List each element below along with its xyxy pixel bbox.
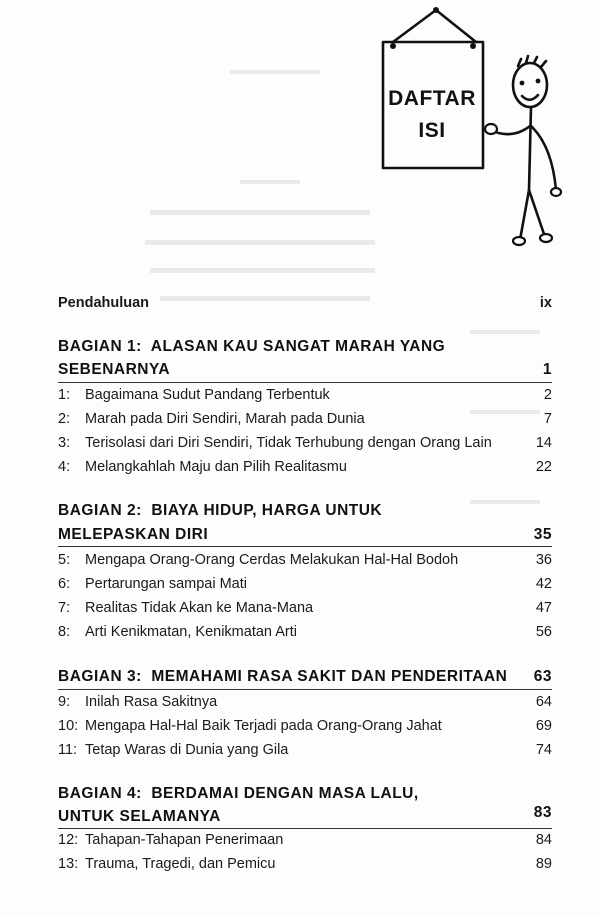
chapter-number: 9: — [58, 694, 71, 710]
chapter-number: 4: — [58, 459, 71, 475]
divider — [58, 828, 552, 829]
chapter-title: Inilah Rasa Sakitnya — [85, 694, 218, 710]
divider — [58, 546, 552, 547]
chapter-title: Trauma, Tragedi, dan Pemicu — [85, 856, 276, 872]
chapter-page: 47 — [535, 600, 552, 616]
chapter-number: 7: — [58, 600, 71, 616]
part-2-title-line-1: BIAYA HIDUP, HARGA UNTUK — [151, 502, 383, 519]
chapter-page: 2 — [543, 387, 552, 403]
chapter-page: 14 — [535, 435, 552, 451]
chapter-number: 13: — [58, 856, 79, 872]
chapter-number: 3: — [58, 435, 71, 451]
part-1-page: 1 — [542, 361, 552, 378]
chapter-number: 12: — [58, 832, 79, 848]
chapter-title: Marah pada Diri Sendiri, Marah pada Dunia — [85, 411, 365, 427]
chapter-title: Pertarungan sampai Mati — [85, 576, 247, 592]
divider — [58, 689, 552, 690]
chapter-title: Bagaimana Sudut Pandang Terbentuk — [85, 387, 330, 403]
chapter-title: Arti Kenikmatan, Kenikmatan Arti — [85, 624, 297, 640]
chapter-number: 6: — [58, 576, 71, 592]
chapter-row[interactable] — [58, 387, 552, 409]
intro-title: Pendahuluan — [58, 295, 150, 311]
chapter-title: Tahapan-Tahapan Penerimaan — [85, 832, 284, 848]
intro-row[interactable] — [58, 295, 552, 317]
chapter-page: 89 — [535, 856, 552, 872]
chapter-number: 10: — [58, 718, 79, 734]
part-2-page: 35 — [533, 526, 552, 543]
chapter-row[interactable] — [58, 718, 552, 740]
chapter-row[interactable] — [58, 694, 552, 716]
chapter-number: 11: — [58, 742, 78, 758]
chapter-page: 64 — [535, 694, 552, 710]
chapter-number: 2: — [58, 411, 71, 427]
part-4-title-line-1: BERDAMAI DENGAN MASA LALU, — [151, 785, 419, 802]
chapter-page: 36 — [535, 552, 552, 568]
chapter-page: 42 — [535, 576, 552, 592]
chapter-row[interactable] — [58, 552, 552, 574]
chapter-row[interactable] — [58, 576, 552, 598]
chapter-page: 84 — [535, 832, 552, 848]
chapter-title: Realitas Tidak Akan ke Mana-Mana — [85, 600, 314, 616]
chapter-row[interactable] — [58, 742, 552, 764]
chapter-row[interactable] — [58, 856, 552, 878]
part-2-number: BAGIAN 2: — [58, 502, 142, 519]
chapter-title: Tetap Waras di Dunia yang Gila — [85, 742, 289, 758]
chapter-page: 74 — [535, 742, 552, 758]
part-4-page: 83 — [533, 804, 552, 821]
part-3-title-line-1: MEMAHAMI RASA SAKIT DAN PENDERITAAN — [151, 668, 508, 685]
chapter-number: 5: — [58, 552, 71, 568]
chapter-title: Terisolasi dari Diri Sendiri, Tidak Terhubung dengan Orang Lain — [85, 435, 492, 451]
chapter-page: 7 — [543, 411, 552, 427]
part-4-number: BAGIAN 4: — [58, 785, 142, 802]
divider — [58, 382, 552, 383]
chapter-page: 69 — [535, 718, 552, 734]
part-4-title-line-2: UNTUK SELAMANYA — [58, 808, 221, 825]
part-1-title-line-2: SEBENARNYA — [58, 361, 171, 378]
chapter-title: Mengapa Orang-Orang Cerdas Melakukan Hal-Hal Bodoh — [85, 552, 459, 568]
chapter-row[interactable] — [58, 459, 552, 481]
part-3-number: BAGIAN 3: — [58, 668, 142, 685]
chapter-title: Mengapa Hal-Hal Baik Terjadi pada Orang-Orang Jahat — [85, 718, 442, 734]
chapter-row[interactable] — [58, 600, 552, 622]
intro-page: ix — [539, 295, 552, 311]
part-2-title-line-2: MELEPASKAN DIRI — [58, 526, 209, 543]
chapter-number: 1: — [58, 387, 71, 403]
sign-title-line-2: ISI — [418, 119, 446, 142]
chapter-page: 22 — [535, 459, 552, 475]
chapter-row[interactable] — [58, 832, 552, 854]
part-1-title-line-1: ALASAN KAU SANGAT MARAH YANG — [150, 338, 446, 355]
chapter-number: 8: — [58, 624, 71, 640]
sign-title-line-1: DAFTAR — [388, 87, 476, 110]
chapter-page: 56 — [535, 624, 552, 640]
chapter-row[interactable] — [58, 435, 552, 457]
part-3-page: 63 — [533, 668, 552, 685]
chapter-title: Melangkahlah Maju dan Pilih Realitasmu — [85, 459, 347, 475]
chapter-row[interactable] — [58, 624, 552, 646]
chapter-row[interactable] — [58, 411, 552, 433]
part-1-number: BAGIAN 1: — [58, 338, 142, 355]
